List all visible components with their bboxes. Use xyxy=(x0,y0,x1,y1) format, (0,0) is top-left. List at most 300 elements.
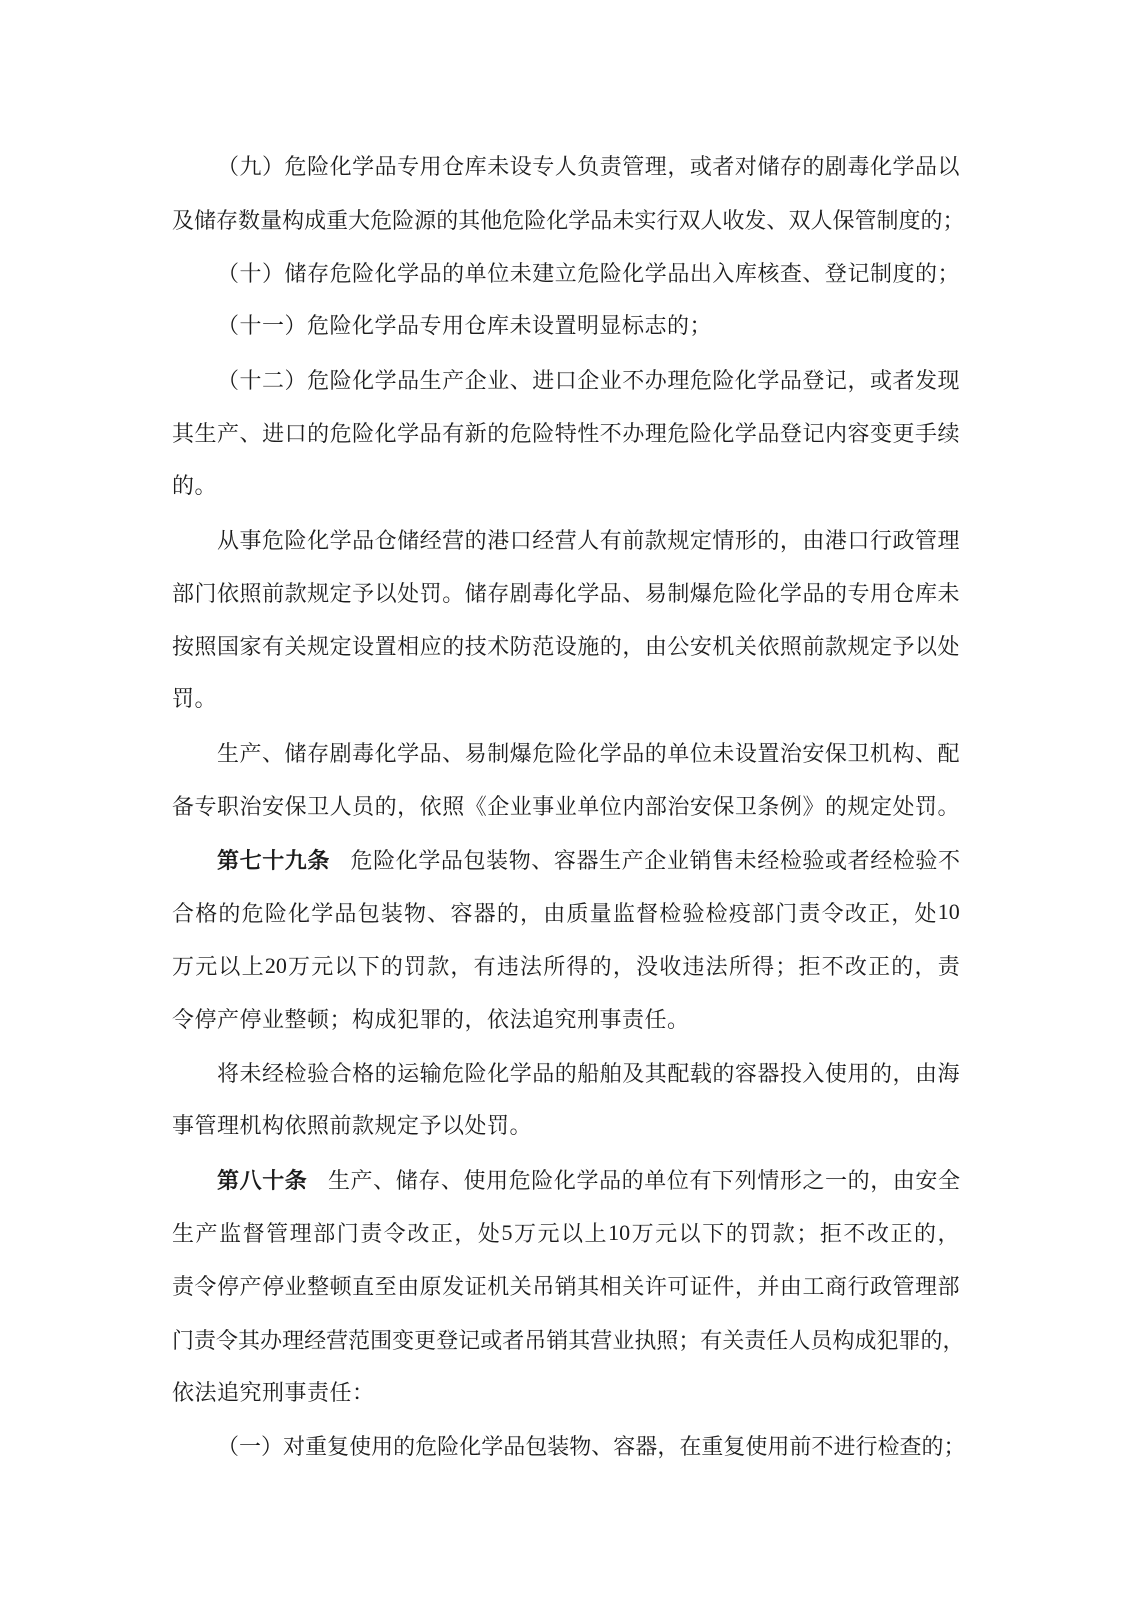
text-char: 理 xyxy=(644,154,667,180)
text-char: 化 xyxy=(553,1167,576,1193)
text-char: 令 xyxy=(216,1327,239,1353)
document-body xyxy=(172,139,966,1473)
text-char: 理 xyxy=(289,1221,312,1247)
text-char: 元 xyxy=(311,954,334,980)
text-char: 用 xyxy=(486,1167,509,1193)
text-char: 证 xyxy=(689,1274,712,1300)
text-char: 品 xyxy=(334,900,357,926)
text-char: 对 xyxy=(283,1434,306,1460)
text-char: 公 xyxy=(667,634,690,660)
text-char: 危 xyxy=(667,420,690,446)
text-char: 以 xyxy=(937,154,960,180)
text-char: 学 xyxy=(892,154,915,180)
text-char: 机 xyxy=(712,634,735,660)
text-char: 有 xyxy=(442,420,465,446)
text-line xyxy=(172,619,960,672)
text-char: 的 xyxy=(725,1221,748,1247)
text-char: 用 xyxy=(767,1434,790,1460)
text-char: 量 xyxy=(260,207,283,233)
text-char: 万 xyxy=(172,954,195,980)
text-char: 元 xyxy=(195,954,218,980)
text-char: 度 xyxy=(892,260,915,286)
text-char: 的 xyxy=(869,1061,892,1087)
text-char: 毒 xyxy=(532,580,555,606)
text-char: 在 xyxy=(679,1434,702,1460)
text-char: 理 xyxy=(667,367,690,393)
text-char: 储 xyxy=(464,580,487,606)
text-char: 船 xyxy=(577,1061,600,1087)
text-char: ， xyxy=(450,954,473,980)
text-char: 海 xyxy=(937,1061,960,1087)
text-char: ； xyxy=(796,1221,819,1247)
text-char: 生 xyxy=(172,1221,195,1247)
text-char: 查 xyxy=(899,1434,922,1460)
text-char: 登 xyxy=(802,367,825,393)
text-line xyxy=(172,726,960,779)
text-char: ， xyxy=(520,900,543,926)
text-char: 。 xyxy=(442,580,465,606)
text-char: 工 xyxy=(802,1274,825,1300)
text-char: 包 xyxy=(525,1434,548,1460)
article-heading-line xyxy=(172,832,960,885)
text-char: 列 xyxy=(734,1167,757,1193)
text-char: 进 xyxy=(532,367,555,393)
text-line xyxy=(172,459,960,512)
text-char: 保 xyxy=(712,794,735,820)
text-char: 有 xyxy=(700,1327,723,1353)
text-char: 罚 xyxy=(419,580,442,606)
text-char: 营 xyxy=(590,1327,613,1353)
text-char: 前 xyxy=(789,1434,812,1460)
text-char: 化 xyxy=(307,527,330,553)
text-char: 技 xyxy=(464,634,487,660)
text-char: 易 xyxy=(464,740,487,766)
text-char: 将 xyxy=(217,1061,240,1087)
text-char: 或 xyxy=(480,1327,503,1353)
text-char: 库 xyxy=(734,260,757,286)
text-char: 学 xyxy=(481,1434,504,1460)
text-char: 者 xyxy=(847,847,870,873)
text-line xyxy=(172,993,960,1046)
text-char: ， xyxy=(612,954,635,980)
text-char: ， xyxy=(892,1061,915,1087)
text-char: 其 xyxy=(577,1274,600,1300)
text-char: ， xyxy=(847,367,870,393)
text-char: 器 xyxy=(757,1061,780,1087)
text-char: 照 xyxy=(194,634,217,660)
text-char: 整 xyxy=(307,1274,330,1300)
text-char: 险 xyxy=(264,900,287,926)
text-char: 经 xyxy=(757,847,780,873)
text-char: 处 xyxy=(937,634,960,660)
text-char: 范 xyxy=(532,634,555,660)
text-char: 化 xyxy=(554,580,577,606)
text-char: 安 xyxy=(802,740,825,766)
text-char: 进 xyxy=(262,420,285,446)
text-char: 安 xyxy=(689,794,712,820)
text-char: 营 xyxy=(442,527,465,553)
text-char: 以 xyxy=(334,954,357,980)
text-char: 以 xyxy=(678,1221,701,1247)
text-char: 用 xyxy=(847,1061,870,1087)
text-char: 、 xyxy=(914,740,937,766)
text-char: 设 xyxy=(734,740,757,766)
text-char: 配 xyxy=(667,1061,690,1087)
text-char: 危 xyxy=(712,580,735,606)
text-char: 合 xyxy=(329,1061,352,1087)
text-char: 剧 xyxy=(824,154,847,180)
text-char: 产 xyxy=(217,420,240,446)
text-char: 关 xyxy=(284,634,307,660)
text-char: 品 xyxy=(914,154,937,180)
text-char: 不 xyxy=(937,847,960,873)
text-char: 品 xyxy=(757,420,780,446)
text-char: 记 xyxy=(847,260,870,286)
article-number-char: 第 xyxy=(217,847,240,873)
text-char: 口 xyxy=(554,367,577,393)
text-char: 卫 xyxy=(307,794,330,820)
text-char: 办 xyxy=(644,367,667,393)
text-char: 法 xyxy=(705,954,728,980)
text-char: 品 xyxy=(622,740,645,766)
text-char: 登 xyxy=(436,1327,459,1353)
text-char: 安 xyxy=(262,794,285,820)
text-char: 予 xyxy=(352,580,375,606)
text-char: 危 xyxy=(689,367,712,393)
text-line xyxy=(172,512,960,565)
text-char: 改 xyxy=(844,900,867,926)
text-line xyxy=(172,672,960,725)
text-char: 按 xyxy=(172,634,195,660)
article-number-char: 十 xyxy=(262,847,285,873)
text-char: 责 xyxy=(194,1327,217,1353)
text-char: 仓 xyxy=(442,154,465,180)
text-char: 化 xyxy=(734,367,757,393)
text-char: 设 xyxy=(554,634,577,660)
text-char: 理 xyxy=(937,527,960,553)
text-char: 格 xyxy=(195,900,218,926)
text-char: 的 xyxy=(824,794,847,820)
text-char: 法 xyxy=(520,954,543,980)
text-char: 学 xyxy=(779,580,802,606)
text-char: 险 xyxy=(373,847,396,873)
text-char: 未 xyxy=(937,580,960,606)
text-char: 令 xyxy=(821,900,844,926)
text-char: 单 xyxy=(644,1167,667,1193)
text-char: 特 xyxy=(554,420,577,446)
text-char: 》 xyxy=(802,794,825,820)
text-char: 危 xyxy=(509,420,532,446)
text-char: （ xyxy=(217,1434,240,1460)
text-char: 、 xyxy=(262,740,285,766)
text-char: 复 xyxy=(327,1434,350,1460)
text-char: 存 xyxy=(487,580,510,606)
text-char: 许 xyxy=(644,1274,667,1300)
text-char: 商 xyxy=(824,1274,847,1300)
text-char: 以 xyxy=(374,580,397,606)
text-line xyxy=(172,1259,960,1312)
text-char: 学 xyxy=(568,207,591,233)
text-char: 的 xyxy=(496,900,519,926)
text-char: 储 xyxy=(284,260,307,286)
text-char: 制 xyxy=(869,260,892,286)
text-char: 使 xyxy=(745,1434,768,1460)
text-char: 源 xyxy=(414,207,437,233)
text-char: 照 xyxy=(779,634,802,660)
text-char: 双 xyxy=(788,207,811,233)
text-char: 学 xyxy=(576,1167,599,1193)
text-char: 学 xyxy=(311,900,334,926)
text-char: 毒 xyxy=(847,154,870,180)
text-char: 的 xyxy=(847,1167,870,1193)
text-char: 内 xyxy=(622,794,645,820)
text-char: 危 xyxy=(350,847,373,873)
text-char: 治 xyxy=(779,740,802,766)
text-char: 形 xyxy=(734,527,757,553)
text-char: 犯 xyxy=(876,1327,899,1353)
text-char: 危 xyxy=(307,367,330,393)
text-char: 得 xyxy=(752,954,775,980)
text-char: 或 xyxy=(825,847,848,873)
text-char: 可 xyxy=(667,1274,690,1300)
text-line xyxy=(172,1419,966,1472)
text-char: ， xyxy=(667,154,690,180)
text-char: 或 xyxy=(689,154,712,180)
text-char: 业 xyxy=(599,367,622,393)
text-char: 相 xyxy=(599,1274,622,1300)
text-char: 其 xyxy=(238,1327,261,1353)
text-char: 规 xyxy=(847,794,870,820)
text-char: 防 xyxy=(509,634,532,660)
text-char: 规 xyxy=(667,527,690,553)
text-char: 门 xyxy=(194,580,217,606)
text-char: 的 xyxy=(712,1061,735,1087)
text-char: 万 xyxy=(631,1221,654,1247)
text-char: 其 xyxy=(568,1327,591,1353)
text-char: 业 xyxy=(612,1327,635,1353)
text-run: 的。 xyxy=(172,473,218,499)
text-char: 记 xyxy=(802,420,825,446)
text-line xyxy=(172,139,960,192)
text-char: 定 xyxy=(689,527,712,553)
text-char: 舶 xyxy=(599,1061,622,1087)
text-char: 更 xyxy=(414,1327,437,1353)
text-char: 管 xyxy=(892,1274,915,1300)
text-char: 围 xyxy=(370,1327,393,1353)
text-char: 生 xyxy=(194,420,217,446)
text-char: 证 xyxy=(464,1274,487,1300)
text-char: 不 xyxy=(599,420,622,446)
text-char: 的 xyxy=(757,527,780,553)
text-char: 学 xyxy=(734,420,757,446)
text-char: 口 xyxy=(847,527,870,553)
text-char: ； xyxy=(943,1434,966,1460)
text-char: 定 xyxy=(329,580,352,606)
text-char: 、 xyxy=(591,1434,614,1460)
text-char: 疫 xyxy=(728,900,751,926)
text-char: 的 xyxy=(554,1061,577,1087)
text-char: 其 xyxy=(172,420,195,446)
text-char: 位 xyxy=(487,260,510,286)
text-char: 变 xyxy=(869,420,892,446)
text-char: 理 xyxy=(282,1327,305,1353)
text-line xyxy=(172,1313,965,1366)
text-char: 及 xyxy=(622,1061,645,1087)
text-char: 输 xyxy=(419,1061,442,1087)
text-char: 容 xyxy=(847,420,870,446)
text-char: 、 xyxy=(442,740,465,766)
text-char: 的 xyxy=(913,1221,936,1247)
text-char: 的 xyxy=(464,527,487,553)
text-char: 从 xyxy=(217,527,240,553)
text-char: 卫 xyxy=(847,740,870,766)
text-char: 续 xyxy=(937,420,960,446)
text-char: 者 xyxy=(712,154,735,180)
text-char: 照 xyxy=(442,794,465,820)
text-char: 令 xyxy=(194,1274,217,1300)
text-char: 的 xyxy=(374,794,397,820)
text-char: 10 xyxy=(937,899,960,925)
text-char: ， xyxy=(734,1274,757,1300)
text-char: 应 xyxy=(419,634,442,660)
text-char: ； xyxy=(942,207,965,233)
text-char: 入 xyxy=(802,1061,825,1087)
text-char: 关 xyxy=(509,1274,532,1300)
article-number-char: 七 xyxy=(239,847,262,873)
text-char: 品 xyxy=(352,527,375,553)
text-char: 销 xyxy=(689,847,712,873)
text-char: 储 xyxy=(194,207,217,233)
text-char: 直 xyxy=(352,1274,375,1300)
article-number-char: 第 xyxy=(217,1167,240,1193)
text-char: 关 xyxy=(622,1274,645,1300)
text-char: 照 xyxy=(656,1327,679,1353)
text-char: 物 xyxy=(404,900,427,926)
text-char: 有 xyxy=(689,1167,712,1193)
text-char: 生 xyxy=(327,1167,350,1193)
text-char: 危 xyxy=(577,260,600,286)
text-char: 治 xyxy=(667,794,690,820)
text-char: （ xyxy=(217,260,240,286)
text-char: 罚 xyxy=(404,954,427,980)
text-char: 由 xyxy=(802,527,825,553)
text-char: 二 xyxy=(262,367,285,393)
text-char: 政 xyxy=(892,527,915,553)
text-char: 建 xyxy=(532,260,555,286)
article-number-char: 九 xyxy=(284,847,307,873)
text-char: 未 xyxy=(734,847,757,873)
text-char: 运 xyxy=(397,1061,420,1087)
text-char: 学 xyxy=(352,154,375,180)
text-char: 生 xyxy=(599,847,622,873)
text-char: 企 xyxy=(487,794,510,820)
text-char: 险 xyxy=(599,260,622,286)
text-char: 没 xyxy=(636,954,659,980)
text-char: 罪 xyxy=(898,1327,921,1353)
text-char: 用 xyxy=(869,580,892,606)
text-char: ， xyxy=(454,1221,477,1247)
text-char: 款 xyxy=(772,1221,795,1247)
text-char: 储 xyxy=(284,740,307,766)
text-char: 、 xyxy=(802,260,825,286)
text-char: 营 xyxy=(326,1327,349,1353)
text-char: 、 xyxy=(440,1167,463,1193)
text-char: 学 xyxy=(329,527,352,553)
text-char: 发 xyxy=(914,367,937,393)
text-char: 仓 xyxy=(892,580,915,606)
text-char: 管 xyxy=(914,527,937,553)
text-char: 保 xyxy=(824,740,847,766)
text-char: 品 xyxy=(397,367,420,393)
text-char: 专 xyxy=(397,154,420,180)
text-char: 发 xyxy=(744,207,767,233)
text-char: 危 xyxy=(442,1061,465,1087)
text-char: 毒 xyxy=(352,740,375,766)
text-char: 以 xyxy=(218,954,241,980)
text-char: 的 xyxy=(442,260,465,286)
text-char: 拒 xyxy=(819,1221,842,1247)
text-char: 办 xyxy=(260,1327,283,1353)
text-char: 的 xyxy=(307,420,330,446)
text-char: 九 xyxy=(239,154,262,180)
text-char: ， xyxy=(657,1434,680,1460)
text-char: 人 xyxy=(810,207,833,233)
text-char: 记 xyxy=(824,367,847,393)
text-char: 收 xyxy=(659,954,682,980)
text-char: 危 xyxy=(262,527,285,553)
text-char: 经 xyxy=(532,527,555,553)
text-char: 万 xyxy=(513,1221,536,1247)
text-char: 员 xyxy=(810,1327,833,1353)
text-char: 险 xyxy=(524,207,547,233)
text-char: 件 xyxy=(712,1274,735,1300)
text-char: 依 xyxy=(217,580,240,606)
text-line xyxy=(172,299,960,352)
text-char: 检 xyxy=(705,900,728,926)
text-char: 20 xyxy=(264,952,287,978)
text-char: 10 xyxy=(608,1219,631,1245)
text-char: 构 xyxy=(832,1327,855,1353)
text-char: 照 xyxy=(239,580,262,606)
text-char: 验 xyxy=(682,900,705,926)
text-char: 化 xyxy=(352,367,375,393)
text-char: 正 xyxy=(430,1221,453,1247)
text-char: 包 xyxy=(463,847,486,873)
text-char: 人 xyxy=(554,154,577,180)
text-char: 品 xyxy=(419,420,442,446)
text-char: 改 xyxy=(407,1221,430,1247)
text-char: 不 xyxy=(622,367,645,393)
text-char: 机 xyxy=(487,1274,510,1300)
text-char: 。 xyxy=(937,794,960,820)
text-char: 立 xyxy=(554,260,577,286)
article-number-char: 八 xyxy=(239,1167,262,1193)
text-char: 登 xyxy=(824,260,847,286)
text-line xyxy=(172,352,960,405)
text-char: 合 xyxy=(172,900,195,926)
text-char: 定 xyxy=(329,634,352,660)
text-line xyxy=(172,566,960,619)
text-char: 事 xyxy=(239,527,262,553)
text-char: 单 xyxy=(577,794,600,820)
text-char: 危 xyxy=(508,1167,531,1193)
text-char: 关 xyxy=(722,1327,745,1353)
text-char: 负 xyxy=(577,154,600,180)
text-char: 制 xyxy=(876,207,899,233)
text-line xyxy=(172,406,960,459)
text-char: 检 xyxy=(779,847,802,873)
text-char: 对 xyxy=(734,154,757,180)
